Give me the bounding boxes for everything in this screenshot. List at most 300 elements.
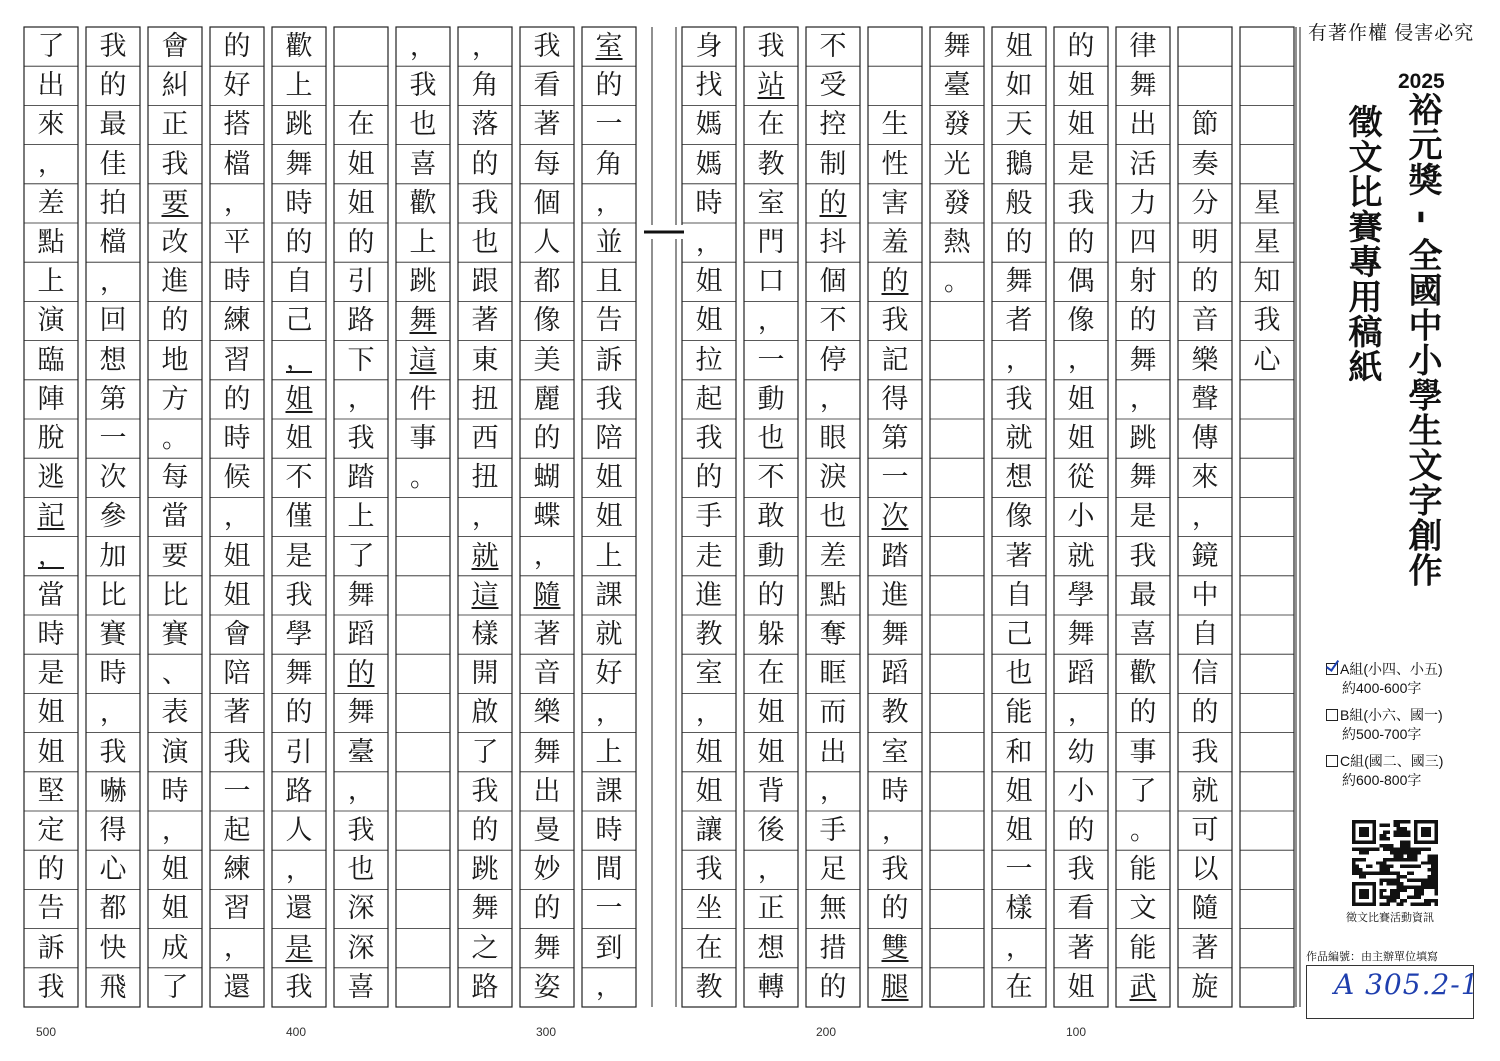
essay-char: 像 [1067,305,1095,337]
essay-char [868,66,922,105]
essay-char: 的 [533,893,561,925]
essay-char: 節 [1191,109,1219,141]
essay-char: 上 [595,736,623,768]
essay-char: 媽 [695,109,723,141]
essay-char: 想 [757,932,785,964]
essay-char: 且 [595,266,623,298]
essay-column [992,27,1046,1019]
essay-char: 蝶 [533,501,561,533]
essay-char: 課 [595,579,623,611]
essay-char: 訴 [595,344,623,376]
qr-label: 徵文比賽活動資訊 [1346,912,1434,924]
essay-char: ， [285,345,312,376]
checkbox-icon[interactable] [1326,709,1338,721]
essay-char: 可 [1191,815,1219,847]
essay-char: 逃 [37,462,65,494]
essay-char: 候 [223,462,251,494]
essay-char: ， [223,933,250,964]
essay-char: 躲 [757,619,785,651]
essay-char [1240,27,1294,66]
essay-char: 姐 [37,697,65,729]
essay-char: 的 [819,971,847,1003]
essay-char: 正 [161,109,189,141]
essay-char: ， [1067,697,1094,728]
essay-char: 比 [161,579,189,611]
essay-column [396,27,450,1019]
essay-char: 從 [1067,462,1095,494]
essay-char: 要 [161,187,189,219]
essay-char: 以 [1191,854,1219,886]
essay-char: ， [37,541,64,572]
essay-char: 舞 [1129,462,1157,494]
essay-char: 天 [1005,109,1033,141]
essay-char: 時 [161,775,189,807]
essay-char: 件 [409,383,437,415]
group-c-label: C組(國二、國三) [1340,753,1444,769]
essay-char: 踏 [347,462,375,494]
essay-char: 的 [595,70,623,102]
essay-char: 我 [1005,383,1033,415]
essay-char: 己 [1005,619,1033,651]
essay-char: 一 [757,344,785,376]
essay-char: 訴 [37,932,65,964]
essay-char: 也 [347,854,375,886]
essay-char: ， [223,501,250,532]
group-b-label: B組(小六、國一) [1340,707,1443,723]
essay-char: 樣 [1005,893,1033,925]
essay-char: 姐 [1005,31,1033,63]
essay-char: 的 [285,227,313,259]
essay-char: 心 [1253,344,1281,376]
essay-char: ， [595,972,622,1003]
essay-char: 引 [347,266,375,298]
essay-char: 一 [223,775,251,807]
essay-char: 姐 [695,266,723,298]
essay-char: 舞 [881,619,909,651]
essay-char: 定 [37,815,65,847]
essay-char: ， [695,697,722,728]
essay-char: 練 [223,305,251,337]
essay-char: 的 [533,423,561,455]
essay-char: 上 [37,266,65,298]
essay-char: 我 [1191,736,1219,768]
essay-char: 小 [1067,501,1095,533]
essay-char: 嚇 [99,775,127,807]
essay-char: 隨 [533,579,561,611]
essay-char: 停 [819,344,847,376]
essay-char: 鏡 [1191,540,1219,572]
essay-char: 姐 [1067,70,1095,102]
essay-char: 檔 [223,148,251,180]
essay-column [930,27,984,1019]
essay-char: 間 [595,854,623,886]
essay-char: 的 [881,266,909,298]
work-number-value: A 305.2-1 [1334,968,1480,1001]
essay-char: ， [471,31,498,62]
essay-char: 的 [223,383,251,415]
essay-char: 舞 [533,736,561,768]
essay-char: 在 [695,932,723,964]
essay-char: 偶 [1067,266,1095,298]
essay-char: 。 [409,462,436,493]
essay-char: 都 [99,893,127,925]
essay-char: 脫 [37,423,65,455]
essay-char: 姐 [161,854,189,886]
essay-char: 抖 [819,227,847,259]
essay-char: 是 [285,932,313,964]
checkbox-icon[interactable] [1326,755,1338,767]
essay-char: 得 [99,815,127,847]
essay-char: 到 [595,932,623,964]
essay-char: 扭 [471,462,499,494]
essay-char: 深 [347,932,375,964]
essay-char: 路 [471,971,499,1003]
essay-char: 教 [695,619,723,651]
essay-char: 是 [1067,148,1095,180]
essay-char: 教 [695,971,723,1003]
essay-char: 敢 [757,501,785,533]
essay-char: 上 [285,70,313,102]
essay-char: 姐 [223,579,251,611]
essay-char: 我 [533,31,561,63]
essay-char: 奪 [819,619,847,651]
essay-char: 的 [99,70,127,102]
essay-char: 的 [1067,815,1095,847]
essay-char: 律 [1129,31,1157,63]
essay-char: 般 [1005,187,1033,219]
essay-char: 知 [1253,266,1281,298]
essay-char: 姐 [1067,423,1095,455]
essay-char: 射 [1129,266,1157,298]
essay-char: 姐 [1005,775,1033,807]
essay-char: 時 [285,187,313,219]
essay-char: 室 [695,658,723,690]
essay-char: 堅 [37,775,65,807]
essay-char: ， [285,854,312,885]
essay-char: 走 [695,540,723,572]
essay-char: 姿 [533,971,561,1003]
essay-char: 我 [37,971,65,1003]
essay-char: 陪 [595,423,623,455]
essay-char: 跳 [1129,423,1157,455]
essay-column [86,27,140,1019]
essay-char: 喜 [1129,619,1157,651]
essay-char: 的 [471,148,499,180]
essay-char: 的 [1005,227,1033,259]
essay-char: 次 [99,462,127,494]
essay-char: ， [347,384,374,415]
essay-char: 上 [347,501,375,533]
essay-char: 門 [757,227,785,259]
essay-char: 了 [471,736,499,768]
essay-char: 不 [285,462,313,494]
essay-char: ， [223,188,250,219]
essay-char: 上 [595,540,623,572]
essay-char: 好 [223,70,251,102]
essay-char: 我 [99,31,127,63]
essay-char: 好 [595,658,623,690]
work-number-label: 作品編號：由主辦單位填寫 [1306,951,1438,963]
essay-char: 姐 [695,775,723,807]
essay-char: 落 [471,109,499,141]
essay-char: 控 [819,109,847,141]
essay-char: 背 [757,775,785,807]
essay-char: 賽 [99,619,127,651]
essay-char: 地 [161,344,189,376]
essay-char: 每 [533,148,561,180]
group-b-range: 約500-700字 [1342,726,1422,742]
essay-char: 舞 [285,658,313,690]
essay-char: 奏 [1191,148,1219,180]
contest-title: 裕元獎 - 全國中小學生文字創作 [1402,92,1442,588]
essay-column [1240,27,1294,1019]
essay-char: ， [695,227,722,258]
essay-char: 足 [819,854,847,886]
essay-char: 姐 [595,501,623,533]
essay-char: 心 [99,854,127,886]
essay-char: 姐 [757,697,785,729]
group-a-range: 約400-600字 [1342,680,1422,696]
essay-char: 、 [161,658,188,689]
essay-char: 我 [881,305,909,337]
essay-char: 的 [757,579,785,611]
essay-char: 人 [533,227,561,259]
essay-char: 一 [595,109,623,141]
essay-char: 正 [757,893,785,925]
essay-char: 我 [285,971,313,1003]
essay-char: 舞 [1067,619,1095,651]
essay-char: 是 [37,658,65,690]
essay-char: 出 [37,70,65,102]
essay-char: 的 [37,854,65,886]
essay-char [334,27,388,66]
essay-char: 雙 [881,932,909,964]
essay-char: 我 [347,423,375,455]
essay-char: 姐 [37,736,65,768]
essay-char: 了 [37,31,65,63]
essay-char: 習 [223,344,251,376]
essay-char [334,66,388,105]
essay-char: 發 [943,109,971,141]
essay-char: 方 [161,383,189,415]
essay-char: 舞 [533,932,561,964]
essay-char: 舞 [471,893,499,925]
essay-char: 舞 [409,305,437,337]
contest-year: 2025 [1398,70,1445,93]
essay-char: 熱 [943,227,971,259]
essay-char: 起 [695,383,723,415]
essay-char: 歡 [285,31,313,63]
essay-char: 著 [223,697,251,729]
essay-char: 練 [223,854,251,886]
essay-char: ， [881,815,908,846]
essay-char: 的 [1067,227,1095,259]
essay-char: 並 [595,227,623,259]
essay-char: 。 [1129,815,1156,846]
essay-char: 點 [37,227,65,259]
essay-char: 的 [347,227,375,259]
essay-char: 中 [1191,579,1219,611]
essay-char: 平 [223,227,251,259]
essay-char: 害 [881,187,909,219]
essay-char: 演 [161,736,189,768]
essay-char: 樂 [533,697,561,729]
essay-column [744,27,798,1019]
essay-char: 就 [1005,423,1033,455]
essay-char: 的 [1129,697,1157,729]
essay-char [1178,27,1232,66]
essay-char: 臺 [943,70,971,102]
essay-char: 一 [881,462,909,494]
essay-char: 舞 [1005,266,1033,298]
essay-char: 姐 [757,736,785,768]
essay-char: 口 [757,266,785,298]
essay-char: 明 [1191,227,1219,259]
essay-char: 受 [819,70,847,102]
essay-char: 學 [1067,579,1095,611]
essay-char: 著 [471,305,499,337]
essay-char: 記 [881,344,909,376]
essay-char: ， [99,266,126,297]
essay-char: 蹈 [347,619,375,651]
essay-char: 像 [1005,501,1033,533]
essay-char: 出 [819,736,847,768]
essay-char: 會 [161,31,189,63]
essay-char: 我 [695,854,723,886]
essay-char: 信 [1191,658,1219,690]
essay-char: 活 [1129,148,1157,180]
essay-char: 美 [533,344,561,376]
essay-column [148,27,202,1019]
essay-char: 就 [595,619,623,651]
essay-char: ， [161,815,188,846]
essay-char: 跟 [471,266,499,298]
essay-char: 姐 [1005,815,1033,847]
essay-column [806,27,860,1019]
essay-char: 拍 [99,187,127,219]
essay-char: 蹈 [881,658,909,690]
essay-column [1178,27,1232,1019]
essay-char: 進 [695,579,723,611]
essay-char: 樂 [1191,344,1219,376]
essay-column [272,27,326,1019]
essay-char: 也 [471,227,499,259]
essay-char: 進 [161,266,189,298]
essay-char: 發 [943,187,971,219]
essay-char [1178,66,1232,105]
essay-char: 室 [881,736,909,768]
essay-char: 這 [409,344,437,376]
group-option-b[interactable] [1326,706,1443,744]
essay-char: 事 [1129,736,1157,768]
essay-char: ， [819,384,846,415]
essay-char: 角 [471,70,499,102]
character-count-marker: 400 [286,1025,307,1039]
essay-char: 要 [161,540,189,572]
essay-char: 音 [533,658,561,690]
essay-char: 著 [1005,540,1033,572]
essay-char: 跳 [285,109,313,141]
essay-char: 的 [881,893,909,925]
essay-char: 姐 [695,736,723,768]
checkbox-checked-icon[interactable] [1326,663,1338,675]
essay-char: 上 [409,227,437,259]
essay-char: 差 [37,187,65,219]
essay-char: 也 [819,501,847,533]
essay-char: 手 [695,501,723,533]
essay-char: 蹈 [1067,658,1095,690]
essay-char: ， [1129,384,1156,415]
essay-char: 姐 [285,383,313,415]
essay-char: ， [595,188,622,219]
essay-char: 眶 [819,658,847,690]
essay-char: 看 [533,70,561,102]
essay-char: 下 [347,344,375,376]
essay-char: 陪 [223,658,251,690]
essay-char: 著 [1067,932,1095,964]
essay-char: 著 [533,619,561,651]
essay-char: 分 [1191,187,1219,219]
group-option-c[interactable] [1326,752,1443,790]
essay-char: 武 [1129,971,1157,1003]
essay-char: ， [757,305,784,336]
qr-code-icon[interactable] [1352,820,1438,906]
essay-char: 就 [471,540,499,572]
essay-char: 室 [595,31,623,63]
essay-char: 星 [1253,227,1281,259]
essay-char: 如 [1005,70,1033,102]
essay-char: 我 [161,148,189,180]
essay-char: 出 [533,775,561,807]
essay-char: 賽 [161,619,189,651]
essay-char: 人 [285,815,313,847]
essay-char: 路 [347,305,375,337]
essay-char: 也 [757,423,785,455]
essay-char: 一 [1005,854,1033,886]
group-c-range: 約600-800字 [1342,772,1422,788]
essay-char: 時 [223,266,251,298]
essay-char: 告 [37,893,65,925]
essay-char: 的 [347,658,375,690]
essay-char: 就 [1067,540,1095,572]
essay-char: ， [1067,345,1094,376]
essay-char: 隨 [1191,893,1219,925]
essay-char: 。 [943,266,970,297]
essay-char: 措 [819,932,847,964]
essay-char: 舞 [943,31,971,63]
essay-column [582,27,636,1019]
fold-mark [644,225,684,239]
essay-char: 教 [881,697,909,729]
essay-column [334,27,388,1019]
essay-char: 自 [1005,579,1033,611]
essay-char: 一 [595,893,623,925]
essay-char: 羞 [881,227,909,259]
essay-char: 樣 [471,619,499,651]
essay-char: 當 [37,579,65,611]
essay-char: 記 [37,501,65,533]
group-option-a[interactable] [1326,660,1443,698]
essay-char: 的 [1129,305,1157,337]
essay-char: 歡 [409,187,437,219]
essay-char: 扭 [471,383,499,415]
essay-char: 我 [1253,305,1281,337]
essay-char: 演 [37,305,65,337]
essay-char: ， [347,776,374,807]
essay-char: 我 [99,736,127,768]
essay-char: ， [595,697,622,728]
essay-char: 的 [161,305,189,337]
